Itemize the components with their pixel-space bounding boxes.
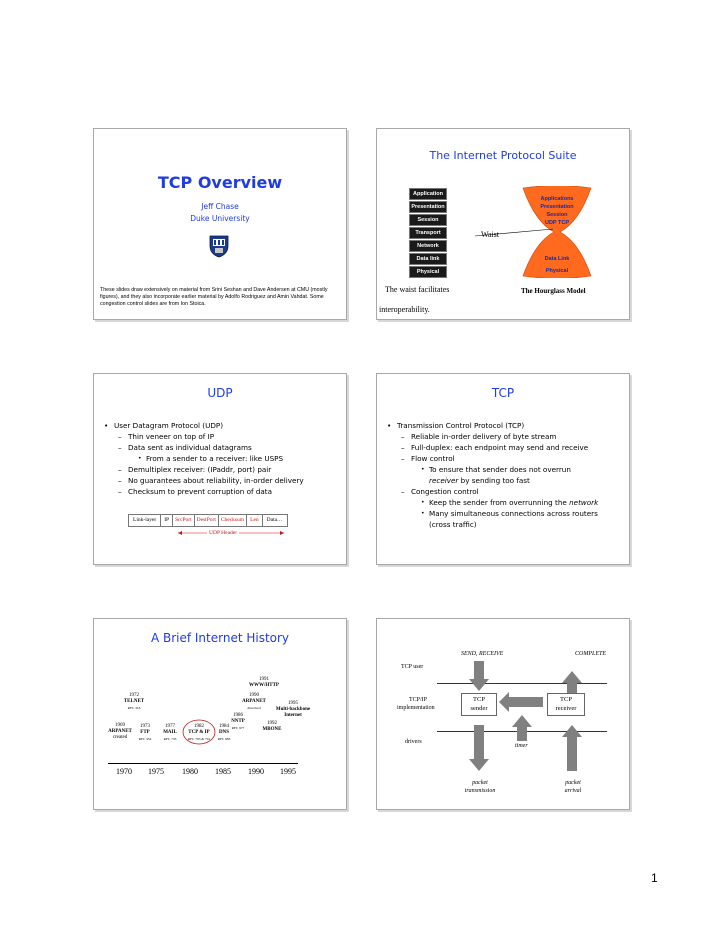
packet-arr-line1: packet bbox=[565, 780, 581, 786]
slide1-credits: These slides draw extensively on material from Srini Seshan and Dave Andersen at CMU (mostly figures), and they also incorporate earlier material by Adolfo Rodriguez and Amin Vahdat. Some congestion control slides are from Ion Stoica. bbox=[100, 287, 328, 307]
axis-year-1995: 1995 bbox=[280, 767, 296, 776]
tcp-sender-line2: sender bbox=[470, 705, 488, 712]
layer-physical: Physical bbox=[409, 266, 447, 278]
tcp-receiver-line2: receiver bbox=[555, 705, 577, 712]
slide5-title: A Brief Internet History bbox=[150, 631, 290, 645]
event-1995-sub: Internet bbox=[284, 713, 302, 718]
timeline-axis bbox=[108, 763, 298, 764]
event-1972-name: TELNET bbox=[123, 699, 145, 704]
slide-internet-history bbox=[93, 618, 347, 810]
axis-year-1970: 1970 bbox=[116, 767, 132, 776]
event-1992 bbox=[258, 721, 286, 733]
duke-logo bbox=[208, 234, 230, 258]
udp-bullets bbox=[100, 420, 304, 497]
label-drivers: drivers bbox=[405, 739, 422, 745]
event-1973-sub: RFC 454 bbox=[138, 737, 152, 741]
event-1982-year: 1982 bbox=[194, 724, 204, 729]
tcp-bullet-7-pre: Keep the sender from overrunning the bbox=[429, 498, 570, 507]
tcp-bullet-5 bbox=[383, 475, 598, 486]
event-1986-sub: RFC 977 bbox=[231, 726, 245, 730]
hdr-destport: DestPort bbox=[195, 515, 219, 526]
event-1973 bbox=[131, 724, 159, 742]
tcp-bullet-5-rest: by sending too fast bbox=[458, 476, 530, 485]
event-1977-sub: RFC 733 bbox=[163, 737, 177, 741]
event-1969-year: 1969 bbox=[115, 723, 125, 728]
waist-caption-line2: interoperability. bbox=[379, 305, 430, 314]
packet-arr-line2: arrival bbox=[564, 788, 582, 794]
event-1991-year: 1991 bbox=[259, 677, 269, 682]
slide-tcp bbox=[376, 373, 630, 565]
label-timer: timer bbox=[515, 743, 528, 749]
event-1973-year: 1973 bbox=[140, 724, 150, 729]
packet-tx-line1: packet bbox=[472, 780, 488, 786]
layer-transport: Transport bbox=[409, 227, 447, 239]
hdr-checksum: Checksum bbox=[219, 515, 247, 526]
tcp-bullet-8: • Many simultaneous connections across routers bbox=[383, 508, 598, 519]
tcp-bullet-2: – Full-duplex: each endpoint may send and receive bbox=[383, 442, 598, 453]
event-1995 bbox=[270, 701, 316, 719]
event-1995-name: Multi-backbone bbox=[275, 707, 311, 712]
arrow-user-to-sender bbox=[469, 661, 489, 691]
layer-network: Network bbox=[409, 240, 447, 252]
udp-header-label: UDP Header bbox=[209, 530, 238, 536]
tcp-bullet-3: – Flow control bbox=[383, 453, 598, 464]
axis-year-1985: 1985 bbox=[215, 767, 231, 776]
tcp-bullet-4: • To ensure that sender does not overrun bbox=[383, 464, 598, 475]
event-1982-sub: RFC 793 & 791 bbox=[187, 737, 211, 741]
event-1982 bbox=[182, 724, 216, 742]
event-1984-year: 1984 bbox=[219, 724, 229, 729]
tcp-sender-box bbox=[461, 693, 497, 716]
udp-bullet-5: – No guarantees about reliability, in-order delivery bbox=[100, 475, 304, 486]
tcp-bullet-5-em: receiver bbox=[429, 476, 459, 485]
hg-presentation: Presentation bbox=[540, 204, 574, 210]
tcp-bullet-7-em: network bbox=[569, 498, 599, 507]
label-tcpip: TCP/IP bbox=[409, 697, 428, 703]
slide1-affiliation: Duke University bbox=[190, 214, 250, 223]
tcp-bullet-0: • Transmission Control Protocol (TCP) bbox=[383, 420, 598, 431]
arrow-receiver-to-sender bbox=[499, 692, 543, 712]
udp-bullet-6: – Checksum to prevent corruption of data bbox=[100, 486, 304, 497]
label-tcp-user: TCP user bbox=[401, 664, 424, 670]
hg-udp-tcp: UDP TCP bbox=[544, 220, 570, 226]
hourglass-bottom-labels bbox=[517, 253, 597, 277]
event-1986-year: 1986 bbox=[233, 713, 243, 718]
hg-session: Session bbox=[546, 212, 568, 218]
event-1973-name: FTP bbox=[140, 730, 150, 735]
axis-year-1980: 1980 bbox=[182, 767, 198, 776]
event-1969-name: ARPANET bbox=[108, 729, 132, 734]
layer-session: Session bbox=[409, 214, 447, 226]
event-1969-sub: created bbox=[112, 735, 128, 740]
event-1972-sub: RFC 318 bbox=[127, 706, 141, 710]
hdr-link-layer: Link-layer bbox=[129, 515, 161, 526]
layer-presentation: Presentation bbox=[409, 201, 447, 213]
udp-bullet-4: – Demultiplex receiver: (IPaddr, port) pair bbox=[100, 464, 304, 475]
tcp-bullet-6: – Congestion control bbox=[383, 486, 598, 497]
label-packet-arrival bbox=[553, 779, 593, 795]
arrow-timer-to-sender bbox=[512, 715, 532, 741]
layer-data-link: Data link bbox=[409, 253, 447, 265]
hg-applications: Applications bbox=[540, 196, 574, 202]
event-1984-sub: RFC 883 bbox=[217, 737, 231, 741]
event-1990 bbox=[236, 693, 272, 711]
tcp-bullet-7 bbox=[383, 497, 598, 508]
arrow-sender-to-packet bbox=[469, 725, 489, 771]
hdr-srcport: SrcPort bbox=[173, 515, 195, 526]
tcp-receiver-box bbox=[547, 693, 585, 716]
label-complete: COMPLETE bbox=[575, 651, 607, 657]
event-1977-name: MAIL bbox=[163, 730, 177, 735]
event-1990-name: ARPANET bbox=[242, 699, 266, 704]
event-1984-name: DNS bbox=[218, 730, 229, 735]
slide-tcp-overview bbox=[93, 128, 347, 320]
udp-bullet-1: – Thin veneer on top of IP bbox=[100, 431, 304, 442]
axis-year-1990: 1990 bbox=[248, 767, 264, 776]
udp-bullet-3: • From a sender to a receiver: like USPS bbox=[100, 453, 304, 464]
event-1992-year: 1992 bbox=[267, 721, 277, 726]
event-1972-year: 1972 bbox=[129, 693, 139, 698]
udp-header-diagram bbox=[128, 514, 288, 527]
waist-label: Waist bbox=[481, 230, 500, 239]
event-1977 bbox=[156, 724, 184, 742]
event-1977-year: 1977 bbox=[165, 724, 175, 729]
event-1982-name: TCP & IP bbox=[188, 730, 210, 735]
page-number: 1 bbox=[651, 871, 658, 885]
hg-data-link: Data Link bbox=[544, 256, 570, 262]
tcp-bullet-1: – Reliable in-order delivery of byte stream bbox=[383, 431, 598, 442]
slide1-author: Jeff Chase bbox=[201, 202, 239, 211]
slide1-title: TCP Overview bbox=[157, 173, 283, 192]
label-send-receive: SEND, RECEIVE bbox=[461, 651, 504, 657]
packet-tx-line2: transmission bbox=[464, 788, 496, 794]
slide2-title: The Internet Protocol Suite bbox=[429, 149, 577, 162]
label-implementation: implementation bbox=[397, 705, 435, 711]
layer-application: Application bbox=[409, 188, 447, 200]
event-1986 bbox=[226, 713, 250, 731]
slide4-title: TCP bbox=[491, 386, 515, 400]
hourglass-model-label: The Hourglass Model bbox=[521, 287, 586, 295]
event-1991 bbox=[244, 677, 284, 689]
axis-year-1975: 1975 bbox=[148, 767, 164, 776]
hdr-len: Len bbox=[247, 515, 263, 526]
event-1990-sub: dissolved bbox=[247, 706, 261, 710]
slide-udp bbox=[93, 373, 347, 565]
udp-bullet-2: – Data sent as individual datagrams bbox=[100, 442, 304, 453]
event-1995-year: 1995 bbox=[288, 701, 298, 706]
event-1991-name: WWW/HTTP bbox=[248, 683, 279, 688]
arrow-arrival-to-receiver bbox=[562, 725, 582, 771]
hdr-ip: IP bbox=[161, 515, 173, 526]
tcp-sender-line1: TCP bbox=[473, 696, 485, 703]
slide-tcp-architecture bbox=[376, 618, 630, 810]
event-1972 bbox=[118, 693, 150, 711]
event-1992-name: MBONE bbox=[262, 727, 282, 732]
tcp-bullet-9: (cross traffic) bbox=[429, 520, 477, 529]
hourglass-top-labels bbox=[517, 195, 597, 227]
slide3-title: UDP bbox=[207, 386, 233, 400]
udp-bullet-0: • User Datagram Protocol (UDP) bbox=[100, 420, 304, 431]
label-packet-transmission bbox=[457, 779, 503, 795]
hdr-data: Data… bbox=[266, 517, 283, 523]
event-1990-year: 1990 bbox=[249, 693, 259, 698]
tcp-receiver-line1: TCP bbox=[560, 696, 572, 703]
slide-internet-protocol-suite bbox=[376, 128, 630, 320]
hg-physical: Physical bbox=[545, 268, 569, 274]
event-1986-name: NNTP bbox=[231, 719, 245, 724]
waist-caption-line1: The waist facilitates bbox=[385, 285, 450, 294]
tcp-bullets bbox=[383, 420, 598, 530]
